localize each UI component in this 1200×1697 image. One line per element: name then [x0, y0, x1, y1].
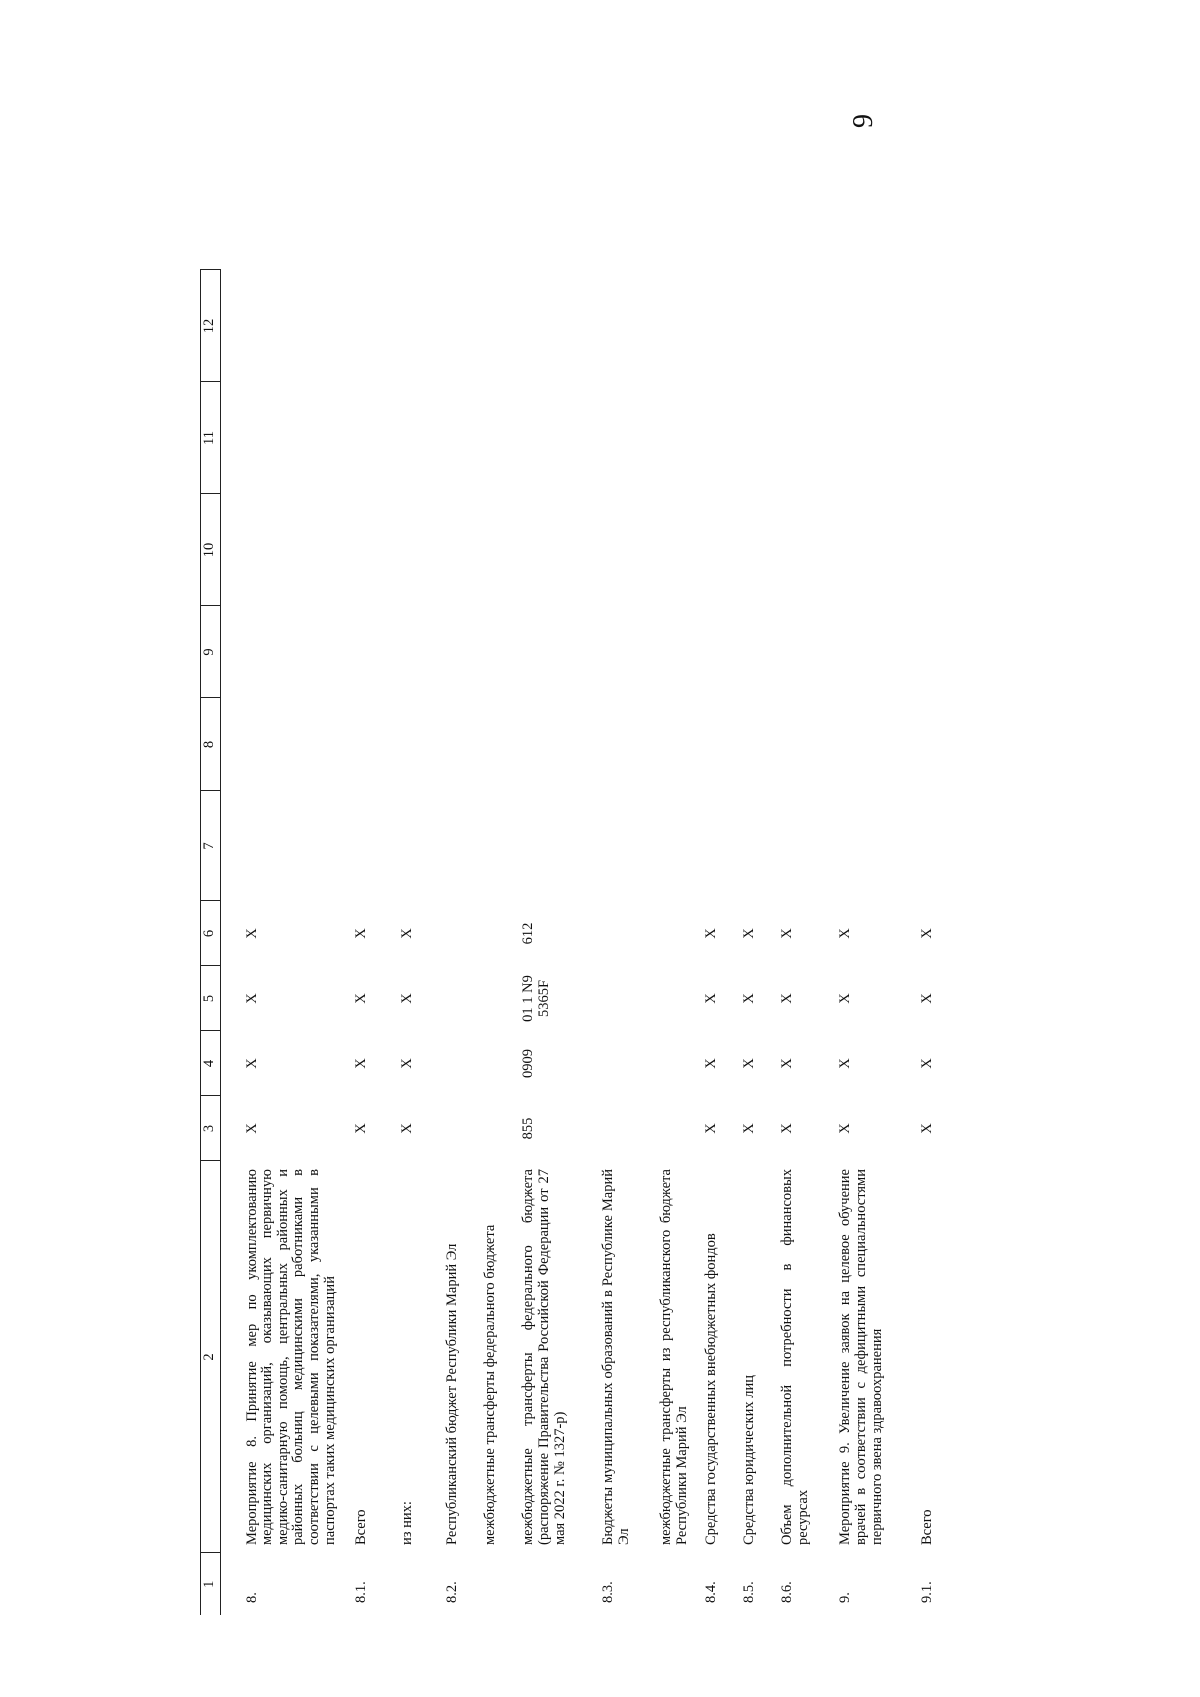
- row-cell: X: [243, 928, 260, 939]
- row-cell: [599, 901, 657, 966]
- row-cell: X: [703, 928, 720, 939]
- row-cell: X: [919, 928, 936, 939]
- row-cell: X: [243, 993, 260, 1004]
- header-col-4: 4: [201, 1031, 221, 1096]
- header-col-1: 1: [201, 1553, 221, 1615]
- row-cell: 0909: [520, 1049, 537, 1078]
- table-row: [243, 270, 353, 1615]
- row-number: [398, 1553, 443, 1615]
- row-cell: X: [399, 928, 416, 939]
- row-number: 9.1.: [919, 1581, 936, 1603]
- row-number: 8.3.: [600, 1581, 617, 1603]
- row-number: 8.6.: [779, 1581, 796, 1603]
- row-cell: X: [703, 1123, 720, 1134]
- header-col-11: 11: [201, 382, 221, 494]
- table-row: [352, 270, 398, 1615]
- row-number: [657, 1553, 702, 1615]
- row-number: [519, 1553, 599, 1615]
- row-cell: X: [837, 928, 854, 939]
- row-cell: X: [837, 1123, 854, 1134]
- row-cell: [599, 1096, 657, 1161]
- row-description: межбюджетные трансферты федерального бюджета: [482, 1224, 499, 1545]
- header-col-6: 6: [201, 901, 221, 966]
- row-cell: X: [919, 993, 936, 1004]
- header-col-2: 2: [201, 1161, 221, 1553]
- table-row: [918, 270, 948, 1615]
- row-cell: 855: [520, 1117, 537, 1140]
- row-cell: X: [779, 993, 796, 1004]
- row-cell: X: [353, 1058, 370, 1069]
- header-col-12: 12: [201, 270, 221, 382]
- row-cell: 01 1 N9 5365F: [520, 975, 553, 1022]
- table-row: [836, 270, 918, 1615]
- row-cell: X: [353, 1123, 370, 1134]
- row-cell: X: [919, 1058, 936, 1069]
- row-cell: X: [779, 1123, 796, 1134]
- row-cell: [481, 966, 519, 1031]
- header-col-10: 10: [201, 494, 221, 606]
- row-description: Средства государственных внебюджетных фондов: [703, 1233, 720, 1545]
- row-cell: [599, 966, 657, 1031]
- row-cell: [657, 966, 702, 1031]
- row-cell: [443, 966, 481, 1031]
- table-row: [778, 270, 836, 1615]
- row-description: Всего: [919, 1509, 936, 1545]
- row-cell: 612: [520, 922, 537, 945]
- row-cell: [657, 1096, 702, 1161]
- row-cell: X: [919, 1123, 936, 1134]
- row-cell: X: [243, 1123, 260, 1134]
- row-number: 8.1.: [353, 1581, 370, 1603]
- row-cell: X: [353, 993, 370, 1004]
- row-cell: X: [837, 993, 854, 1004]
- row-description: межбюджетные трансферты из республиканского бюджета Республики Марий Эл: [658, 1169, 691, 1545]
- row-description: Всего: [353, 1509, 370, 1545]
- row-cell: [657, 1031, 702, 1096]
- row-cell: [443, 1031, 481, 1096]
- row-description: Средства юридических лиц: [741, 1375, 758, 1545]
- row-cell: X: [741, 1123, 758, 1134]
- row-number: 8.4.: [703, 1581, 720, 1603]
- row-description: Мероприятие 9. Увеличение заявок на целевое обучение врачей в соответствии с дефицитными специальностями первичного звена здравоохранения: [837, 1169, 885, 1545]
- row-cell: X: [703, 1058, 720, 1069]
- table-row: [481, 270, 519, 1615]
- row-cell: X: [741, 928, 758, 939]
- row-number: 8.: [243, 1592, 260, 1603]
- row-cell: X: [243, 1058, 260, 1069]
- row-cell: X: [741, 993, 758, 1004]
- table-row: [657, 270, 702, 1615]
- row-cell: [481, 901, 519, 966]
- row-cell: X: [779, 928, 796, 939]
- table-row: [519, 270, 599, 1615]
- header-col-9: 9: [201, 606, 221, 698]
- table-row: [398, 270, 443, 1615]
- row-description: Бюджеты муниципальных образований в Республике Марий Эл: [600, 1169, 633, 1545]
- table-row: [443, 270, 481, 1615]
- row-cell: [443, 901, 481, 966]
- row-description: межбюджетные трансферты федерального бюджета (распоряжение Правительства Российской Федерации от 27 мая 2022 г. № 1327-р): [520, 1169, 568, 1545]
- row-number: 9.: [837, 1592, 854, 1603]
- budget-table: [200, 270, 948, 1616]
- header-col-8: 8: [201, 698, 221, 791]
- rotated-page-content: [200, 110, 1200, 1615]
- row-cell: X: [779, 1058, 796, 1069]
- row-description: Республиканский бюджет Республики Марий Эл: [444, 1243, 461, 1545]
- row-description: Объем дополнительной потребности в финансовых ресурсах: [779, 1169, 812, 1545]
- header-col-7: 7: [201, 791, 221, 901]
- table-row: [702, 270, 740, 1615]
- page-number: 9: [848, 114, 879, 128]
- table-row: [599, 270, 657, 1615]
- row-cell: [443, 1096, 481, 1161]
- row-number: [481, 1553, 519, 1615]
- table-row: [740, 270, 778, 1615]
- row-description: Мероприятие 8. Принятие мер по укомплектованию медицинских организаций, оказывающих первичную медико-санитарную помощь, центральных районных и районных больниц медицинскими работниками в соответствии с целевыми показателями, указанными в паспортах таких медицинских организаций: [243, 1169, 338, 1545]
- row-cell: X: [399, 1123, 416, 1134]
- row-cell: X: [353, 928, 370, 939]
- row-description: из них:: [399, 1501, 416, 1545]
- row-cell: [481, 1096, 519, 1161]
- row-cell: X: [399, 993, 416, 1004]
- header-col-3: 3: [201, 1096, 221, 1161]
- header-row: [201, 270, 221, 1615]
- row-cell: X: [741, 1058, 758, 1069]
- row-number: 8.2.: [444, 1581, 461, 1603]
- row-cell: [599, 1031, 657, 1096]
- row-cell: X: [399, 1058, 416, 1069]
- header-col-5: 5: [201, 966, 221, 1031]
- row-cell: X: [703, 993, 720, 1004]
- row-cell: X: [837, 1058, 854, 1069]
- row-number: 8.5.: [741, 1581, 758, 1603]
- row-cell: [657, 901, 702, 966]
- row-cell: [481, 1031, 519, 1096]
